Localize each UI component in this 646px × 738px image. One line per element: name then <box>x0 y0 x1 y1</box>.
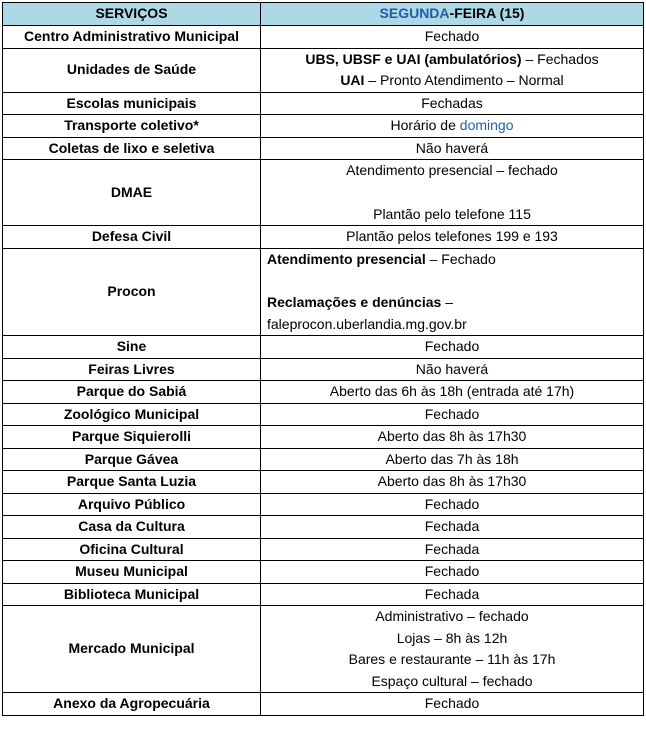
service-name: Feiras Livres <box>3 358 261 381</box>
table-row <box>3 471 644 494</box>
service-status: Fechada <box>261 516 644 539</box>
service-status: Fechado <box>261 561 644 584</box>
service-name: Parque do Sabiá <box>3 381 261 404</box>
service-name: Centro Administrativo Municipal <box>3 26 261 49</box>
service-status: Aberto das 8h às 17h30 <box>261 471 644 494</box>
service-name: Transporte coletivo* <box>3 115 261 138</box>
table-row <box>3 115 644 138</box>
service-status: Aberto das 8h às 17h30 <box>261 426 644 449</box>
service-name: Parque Gávea <box>3 448 261 471</box>
header-day-highlight: SEGUNDA <box>379 5 450 22</box>
service-name: Arquivo Público <box>3 493 261 516</box>
service-status <box>261 606 644 693</box>
service-status <box>261 115 644 138</box>
header-row <box>3 3 644 26</box>
status-line: Lojas – 8h às 12h <box>396 629 508 646</box>
status-text: Horário de <box>390 117 460 133</box>
table-row <box>3 606 644 693</box>
service-status: Plantão pelos telefones 199 e 193 <box>261 226 644 249</box>
table-row <box>3 693 644 716</box>
service-status: Aberto das 6h às 18h (entrada até 17h) <box>261 381 644 404</box>
table-row <box>3 538 644 561</box>
table-row <box>3 26 644 49</box>
service-status <box>261 160 644 226</box>
service-status <box>261 248 644 336</box>
table-row <box>3 226 644 249</box>
status-text: – Fechado <box>425 250 496 267</box>
table-row <box>3 516 644 539</box>
service-status: Fechadas <box>261 92 644 115</box>
service-name: Procon <box>3 248 261 336</box>
service-name: Coletas de lixo e seletiva <box>3 137 261 160</box>
service-name: Defesa Civil <box>3 226 261 249</box>
service-name: Anexo da Agropecuária <box>3 693 261 716</box>
status-line: Plantão pelo telefone 115 <box>373 205 531 222</box>
status-text: – Fechados <box>521 50 599 67</box>
service-name: Casa da Cultura <box>3 516 261 539</box>
table-row <box>3 336 644 359</box>
table-row <box>3 448 644 471</box>
status-text: – Pronto Atendimento – Normal <box>364 72 564 88</box>
service-name: Parque Siquierolli <box>3 426 261 449</box>
service-name: Unidades de Saúde <box>3 48 261 92</box>
service-status: Fechado <box>261 336 644 359</box>
table-row <box>3 561 644 584</box>
service-name: Escolas municipais <box>3 92 261 115</box>
header-day <box>261 3 644 26</box>
table-row <box>3 426 644 449</box>
service-name: DMAE <box>3 160 261 226</box>
service-status: Fechado <box>261 493 644 516</box>
service-status: Fechado <box>261 26 644 49</box>
table-row <box>3 493 644 516</box>
status-bold: UAI <box>340 72 365 88</box>
status-text: – <box>441 294 453 310</box>
schedule-link[interactable]: domingo <box>459 117 514 133</box>
table-row <box>3 160 644 226</box>
status-line: Espaço cultural – fechado <box>371 672 533 689</box>
table-row <box>3 381 644 404</box>
service-status: Não haverá <box>261 137 644 160</box>
service-status: Aberto das 7h às 18h <box>261 448 644 471</box>
procon-email: faleprocon.uberlandia.mg.gov.br <box>267 315 467 332</box>
table-row <box>3 48 644 92</box>
table-row <box>3 92 644 115</box>
status-bold: Reclamações e denúncias <box>267 294 442 310</box>
status-bold: UBS, UBSF e UAI (ambulatórios) <box>305 50 522 67</box>
header-services: SERVIÇOS <box>3 3 261 26</box>
service-status: Fechado <box>261 403 644 426</box>
service-name: Sine <box>3 336 261 359</box>
table-row <box>3 137 644 160</box>
service-name: Zoológico Municipal <box>3 403 261 426</box>
service-status: Fechada <box>261 538 644 561</box>
service-status <box>261 48 644 92</box>
service-status: Fechada <box>261 583 644 606</box>
table-row <box>3 248 644 336</box>
status-line: Atendimento presencial – fechado <box>346 162 558 178</box>
services-table <box>2 2 644 716</box>
status-bold: Atendimento presencial <box>267 250 426 267</box>
service-status: Não haverá <box>261 358 644 381</box>
table-row <box>3 403 644 426</box>
service-name: Mercado Municipal <box>3 606 261 693</box>
status-line: Bares e restaurante – 11h às 17h <box>348 651 556 667</box>
service-name: Museu Municipal <box>3 561 261 584</box>
table-row <box>3 358 644 381</box>
header-day-rest: -FEIRA (15) <box>449 5 525 22</box>
service-status: Fechado <box>261 693 644 716</box>
service-name: Biblioteca Municipal <box>3 583 261 606</box>
service-name: Oficina Cultural <box>3 538 261 561</box>
status-line: Administrativo – fechado <box>375 608 529 624</box>
service-name: Parque Santa Luzia <box>3 471 261 494</box>
table-row <box>3 583 644 606</box>
